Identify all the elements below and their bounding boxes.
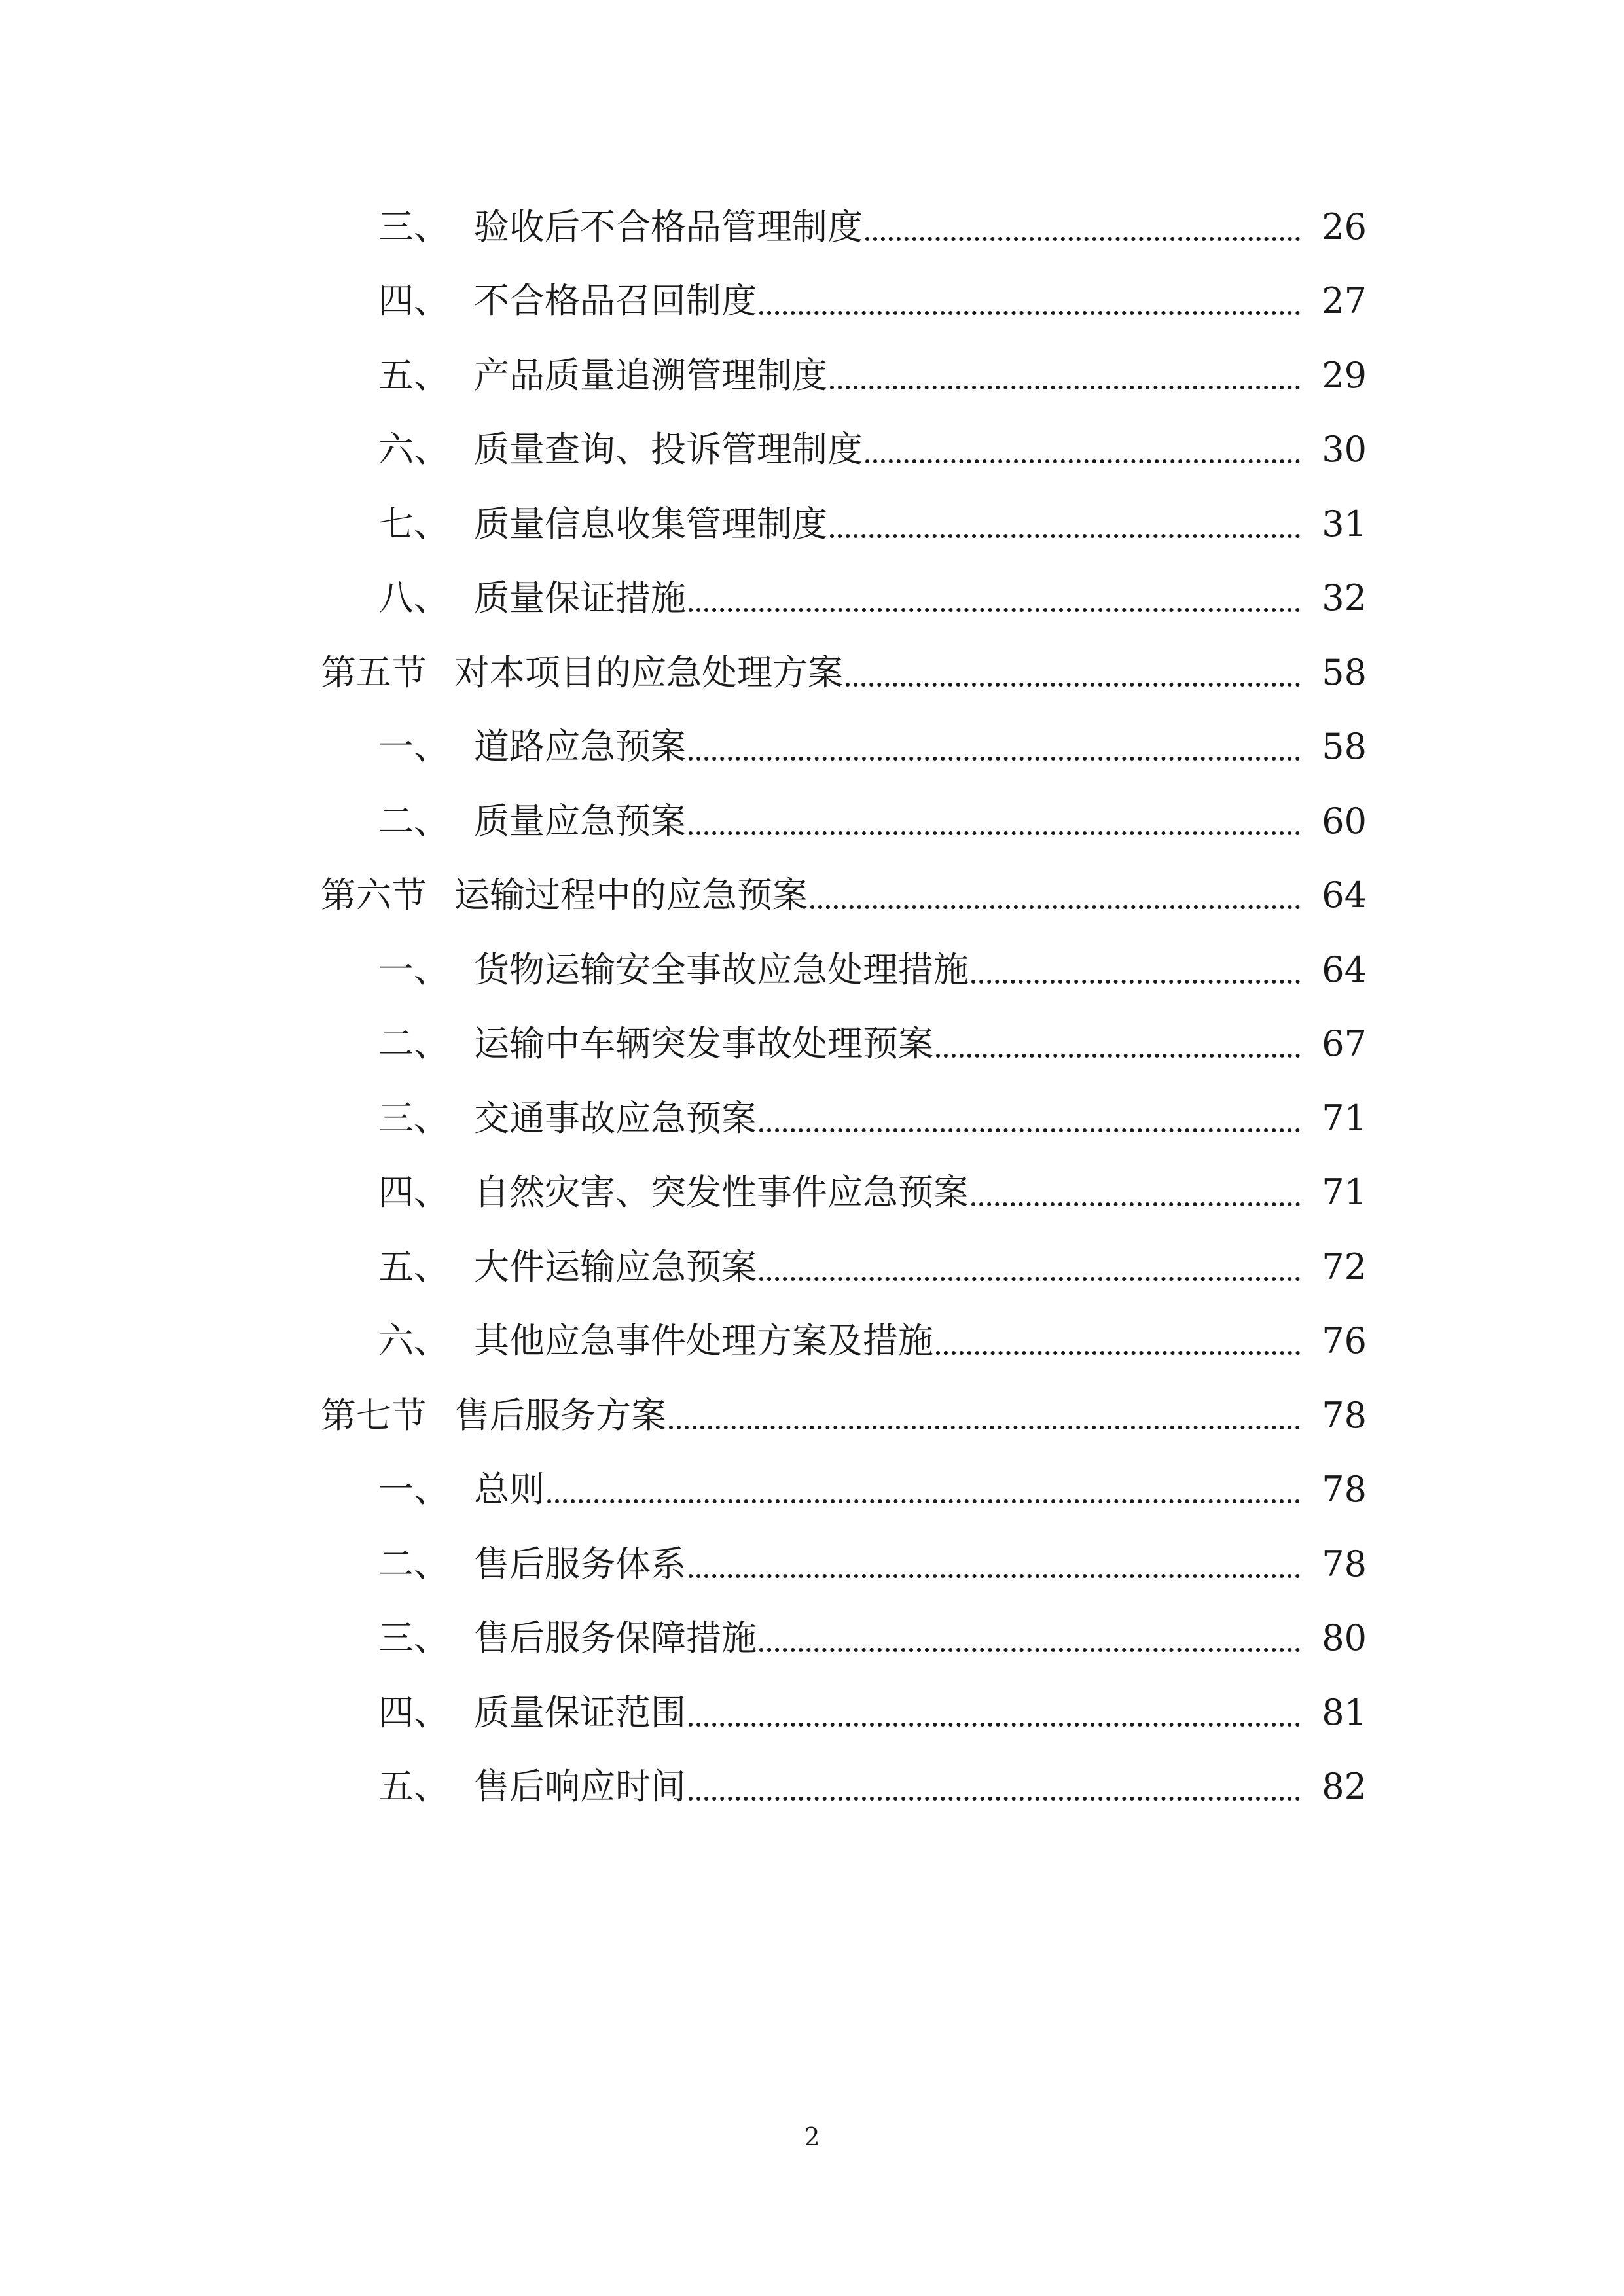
toc-entry-title: 不合格品召回制度 <box>474 280 757 322</box>
toc-entry-number: 八、 <box>378 577 449 619</box>
toc-dot-leader <box>759 1277 1300 1281</box>
table-of-contents <box>0 190 1624 1824</box>
toc-dot-leader <box>971 1202 1300 1206</box>
toc-dot-leader <box>689 608 1300 612</box>
toc-entry-title: 质量保证范围 <box>474 1691 686 1733</box>
toc-entry-number: 一、 <box>378 948 449 990</box>
toc-subsection-entry[interactable] <box>0 1676 1624 1750</box>
toc-entry-page-number: 78 <box>1322 1543 1367 1585</box>
toc-section-entry[interactable] <box>0 1378 1624 1453</box>
toc-entry-page-number: 82 <box>1322 1766 1367 1808</box>
toc-entry-page-number: 58 <box>1322 726 1367 768</box>
toc-dot-leader <box>689 831 1300 835</box>
toc-dot-leader <box>846 683 1300 687</box>
toc-entry-title: 售后服务方案 <box>454 1394 666 1436</box>
toc-subsection-entry[interactable] <box>0 487 1624 562</box>
toc-entry-page-number: 30 <box>1322 429 1367 471</box>
toc-dot-leader <box>689 757 1300 761</box>
toc-entry-page-number: 27 <box>1322 280 1367 322</box>
toc-entry-number: 第七节 <box>321 1394 427 1436</box>
toc-entry-page-number: 31 <box>1322 503 1367 545</box>
toc-entry-title: 质量保证措施 <box>474 577 686 619</box>
toc-entry-number: 第五节 <box>321 651 427 693</box>
toc-entry-number: 四、 <box>378 1691 449 1733</box>
toc-entry-number: 二、 <box>378 800 449 842</box>
toc-subsection-entry[interactable] <box>0 1453 1624 1528</box>
toc-entry-page-number: 71 <box>1322 1172 1367 1213</box>
toc-entry-title: 售后服务保障措施 <box>474 1617 757 1659</box>
toc-entry-number: 一、 <box>378 726 449 768</box>
toc-entry-title: 售后服务体系 <box>474 1543 686 1585</box>
toc-dot-leader <box>759 311 1300 315</box>
toc-entry-title: 验收后不合格品管理制度 <box>474 206 863 247</box>
toc-entry-title: 其他应急事件处理方案及措施 <box>474 1320 933 1362</box>
toc-section-entry[interactable] <box>0 636 1624 710</box>
toc-subsection-entry[interactable] <box>0 1156 1624 1230</box>
toc-entry-number: 二、 <box>378 1543 449 1585</box>
toc-entry-title: 总则 <box>474 1469 545 1511</box>
toc-entry-number: 四、 <box>378 280 449 322</box>
toc-entry-page-number: 26 <box>1322 206 1367 247</box>
toc-entry-number: 第六节 <box>321 874 427 916</box>
toc-entry-number: 六、 <box>378 1320 449 1362</box>
toc-entry-title: 对本项目的应急处理方案 <box>454 651 843 693</box>
toc-dot-leader <box>971 980 1300 984</box>
toc-entry-number: 四、 <box>378 1172 449 1213</box>
toc-section-entry[interactable] <box>0 859 1624 933</box>
toc-dot-leader <box>865 237 1300 241</box>
toc-subsection-entry[interactable] <box>0 338 1624 413</box>
toc-dot-leader <box>759 1648 1300 1652</box>
toc-entry-number: 六、 <box>378 429 449 471</box>
toc-entry-title: 运输过程中的应急预案 <box>454 874 808 916</box>
toc-subsection-entry[interactable] <box>0 1304 1624 1379</box>
toc-dot-leader <box>689 1574 1300 1578</box>
toc-subsection-entry[interactable] <box>0 784 1624 859</box>
toc-entry-number: 三、 <box>378 206 449 247</box>
toc-dot-leader <box>547 1499 1300 1503</box>
toc-entry-number: 七、 <box>378 503 449 545</box>
toc-entry-page-number: 78 <box>1322 1469 1367 1511</box>
toc-dot-leader <box>689 1723 1300 1727</box>
toc-dot-leader <box>830 534 1300 538</box>
toc-subsection-entry[interactable] <box>0 1750 1624 1825</box>
toc-entry-page-number: 76 <box>1322 1320 1367 1362</box>
page-number: 2 <box>804 2123 820 2151</box>
toc-dot-leader <box>810 905 1300 909</box>
toc-entry-title: 货物运输安全事故应急处理措施 <box>474 948 969 990</box>
toc-dot-leader <box>689 1797 1300 1801</box>
toc-subsection-entry[interactable] <box>0 1007 1624 1082</box>
toc-entry-title: 大件运输应急预案 <box>474 1246 757 1287</box>
toc-subsection-entry[interactable] <box>0 264 1624 339</box>
toc-subsection-entry[interactable] <box>0 710 1624 785</box>
toc-entry-page-number: 64 <box>1322 874 1367 916</box>
toc-entry-title: 运输中车辆突发事故处理预案 <box>474 1023 933 1065</box>
toc-entry-page-number: 71 <box>1322 1097 1367 1139</box>
toc-entry-page-number: 80 <box>1322 1617 1367 1659</box>
toc-entry-title: 质量应急预案 <box>474 800 686 842</box>
toc-subsection-entry[interactable] <box>0 562 1624 636</box>
toc-entry-page-number: 58 <box>1322 651 1367 693</box>
toc-entry-title: 售后响应时间 <box>474 1766 686 1808</box>
toc-entry-number: 五、 <box>378 1246 449 1287</box>
toc-entry-number: 三、 <box>378 1097 449 1139</box>
toc-entry-page-number: 67 <box>1322 1023 1367 1065</box>
toc-dot-leader <box>865 459 1300 463</box>
toc-entry-title: 道路应急预案 <box>474 726 686 768</box>
toc-entry-page-number: 32 <box>1322 577 1367 619</box>
toc-dot-leader <box>759 1128 1300 1132</box>
toc-entry-number: 五、 <box>378 354 449 396</box>
toc-dot-leader <box>936 1351 1300 1355</box>
toc-subsection-entry[interactable] <box>0 1230 1624 1304</box>
toc-subsection-entry[interactable] <box>0 933 1624 1007</box>
toc-entry-title: 自然灾害、突发性事件应急预案 <box>474 1172 969 1213</box>
toc-entry-page-number: 64 <box>1322 948 1367 990</box>
toc-subsection-entry[interactable] <box>0 413 1624 488</box>
toc-dot-leader <box>936 1054 1300 1058</box>
toc-entry-page-number: 29 <box>1322 354 1367 396</box>
toc-subsection-entry[interactable] <box>0 190 1624 264</box>
toc-entry-number: 五、 <box>378 1766 449 1808</box>
toc-entry-page-number: 78 <box>1322 1394 1367 1436</box>
toc-subsection-entry[interactable] <box>0 1081 1624 1156</box>
toc-entry-title: 质量查询、投诉管理制度 <box>474 429 863 471</box>
toc-entry-page-number: 60 <box>1322 800 1367 842</box>
toc-entry-page-number: 81 <box>1322 1691 1367 1733</box>
toc-subsection-entry[interactable] <box>0 1602 1624 1676</box>
toc-dot-leader <box>830 386 1300 389</box>
toc-entry-number: 三、 <box>378 1617 449 1659</box>
toc-entry-number: 一、 <box>378 1469 449 1511</box>
toc-entry-page-number: 72 <box>1322 1246 1367 1287</box>
toc-entry-title: 交通事故应急预案 <box>474 1097 757 1139</box>
toc-entry-number: 二、 <box>378 1023 449 1065</box>
toc-subsection-entry[interactable] <box>0 1527 1624 1602</box>
toc-dot-leader <box>669 1426 1300 1429</box>
toc-entry-title: 产品质量追溯管理制度 <box>474 354 827 396</box>
toc-entry-title: 质量信息收集管理制度 <box>474 503 827 545</box>
